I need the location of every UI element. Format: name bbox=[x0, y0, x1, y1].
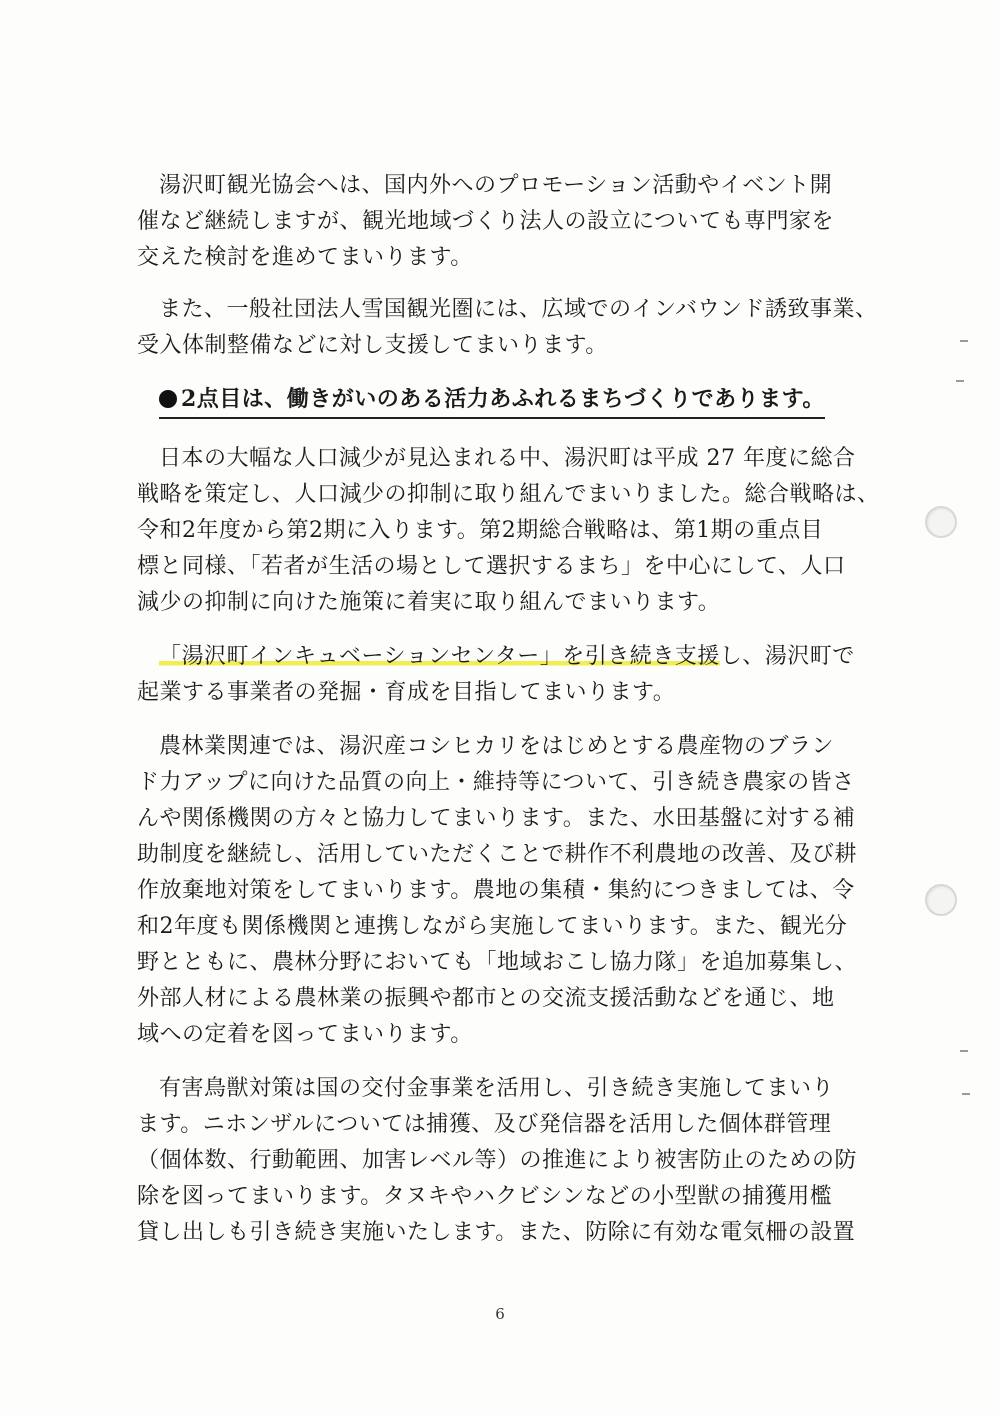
text-line: 標と同様、「若者が生活の場として選択するまち」を中心にして、人口 bbox=[137, 554, 846, 579]
scan-mark bbox=[956, 380, 964, 382]
text-fragment: し、湯沢町で bbox=[719, 644, 855, 669]
text-line: 農林業関連では、湯沢産コシヒカリをはじめとする農産物のブラン bbox=[159, 734, 835, 759]
text-line: 湯沢町観光協会へは、国内外へのプロモーション活動やイベント開 bbox=[159, 173, 833, 198]
text-line: （個体数、行動範囲、加害レベル等）の推進により被害防止のための防 bbox=[137, 1148, 858, 1173]
text-line: 除を図ってまいります。タヌキやハクビシンなどの小型獣の捕獲用檻 bbox=[137, 1184, 833, 1209]
paragraph-tourism-association bbox=[137, 168, 865, 276]
text-line: 催など継続しますが、観光地域づくり法人の設立についても専門家を bbox=[137, 209, 835, 234]
section-heading-wrapper bbox=[137, 382, 865, 441]
section-heading-text: 2点目は、働きがいのある活力あふれるまちづくりであります。 bbox=[181, 386, 825, 412]
page-number: 6 bbox=[495, 1305, 505, 1323]
text-line: また、一般社団法人雪国観光圏には、広域でのインバウンド誘致事業、 bbox=[159, 297, 878, 322]
section-heading bbox=[159, 382, 825, 419]
scan-mark bbox=[960, 1050, 968, 1052]
document-body bbox=[137, 168, 880, 1251]
bullet-icon bbox=[159, 390, 177, 408]
text-line: 有害鳥獣対策は国の交付金事業を活用し、引き続き実施してまいり bbox=[159, 1076, 835, 1101]
scan-mark bbox=[960, 340, 968, 342]
text-line: 受入体制整備などに対し支援してまいります。 bbox=[137, 333, 608, 358]
text-line: 作放棄地対策をしてまいります。農地の集積・集約につきましては、令 bbox=[137, 878, 855, 903]
text-line: 戦略を策定し、人口減少の抑制に取り組んでまいりました。総合戦略は、 bbox=[137, 482, 880, 507]
paragraph-snow-country bbox=[137, 292, 878, 364]
punch-hole bbox=[925, 506, 957, 538]
scan-mark bbox=[962, 1093, 970, 1095]
paragraph-population-strategy bbox=[137, 441, 880, 621]
text-line bbox=[137, 639, 865, 675]
text-line: 助制度を継続し、活用していただくことで耕作不利農地の改善、及び耕 bbox=[137, 842, 858, 867]
paragraph-agriculture bbox=[137, 729, 865, 1053]
text-line: 日本の大幅な人口減少が見込まれる中、湯沢町は平成 27 年度に総合 bbox=[159, 446, 856, 471]
text-line: 減少の抑制に向けた施策に着実に取り組んでまいります。 bbox=[137, 590, 721, 615]
paragraph-incubation-center bbox=[137, 639, 865, 711]
text-line: ド力アップに向けた品質の向上・維持等について、引き続き農家の皆さ bbox=[137, 770, 855, 795]
paragraph-wildlife-damage bbox=[137, 1071, 865, 1251]
text-line: 域への定着を図ってまいります。 bbox=[137, 1022, 473, 1047]
punch-hole bbox=[925, 884, 957, 916]
text-line: んや関係機関の方々と協力してまいります。また、水田基盤に対する補 bbox=[137, 806, 856, 831]
text-line: 起業する事業者の発掘・育成を目指してまいります。 bbox=[137, 680, 676, 705]
text-line: 令和2年度から第2期に入ります。第2期総合戦略は、第1期の重点目 bbox=[137, 518, 824, 543]
text-line: 外部人材による農林業の振興や都市との交流支援活動などを通じ、地 bbox=[137, 986, 835, 1011]
text-line: 野とともに、農林分野においても「地域おこし協力隊」を追加募集し、 bbox=[137, 950, 858, 975]
text-line: 交えた検討を進めてまいります。 bbox=[137, 245, 473, 270]
text-line: 和2年度も関係機関と連携しながら実施してまいります。また、観光分 bbox=[137, 914, 848, 939]
text-line: 貸し出しも引き続き実施いたします。また、防除に有効な電気柵の設置 bbox=[137, 1220, 856, 1245]
highlighted-text: 「湯沢町インキュベーションセンター」を引き続き支援 bbox=[159, 644, 720, 669]
text-line: ます。ニホンザルについては捕獲、及び発信器を活用した個体群管理 bbox=[137, 1112, 832, 1137]
